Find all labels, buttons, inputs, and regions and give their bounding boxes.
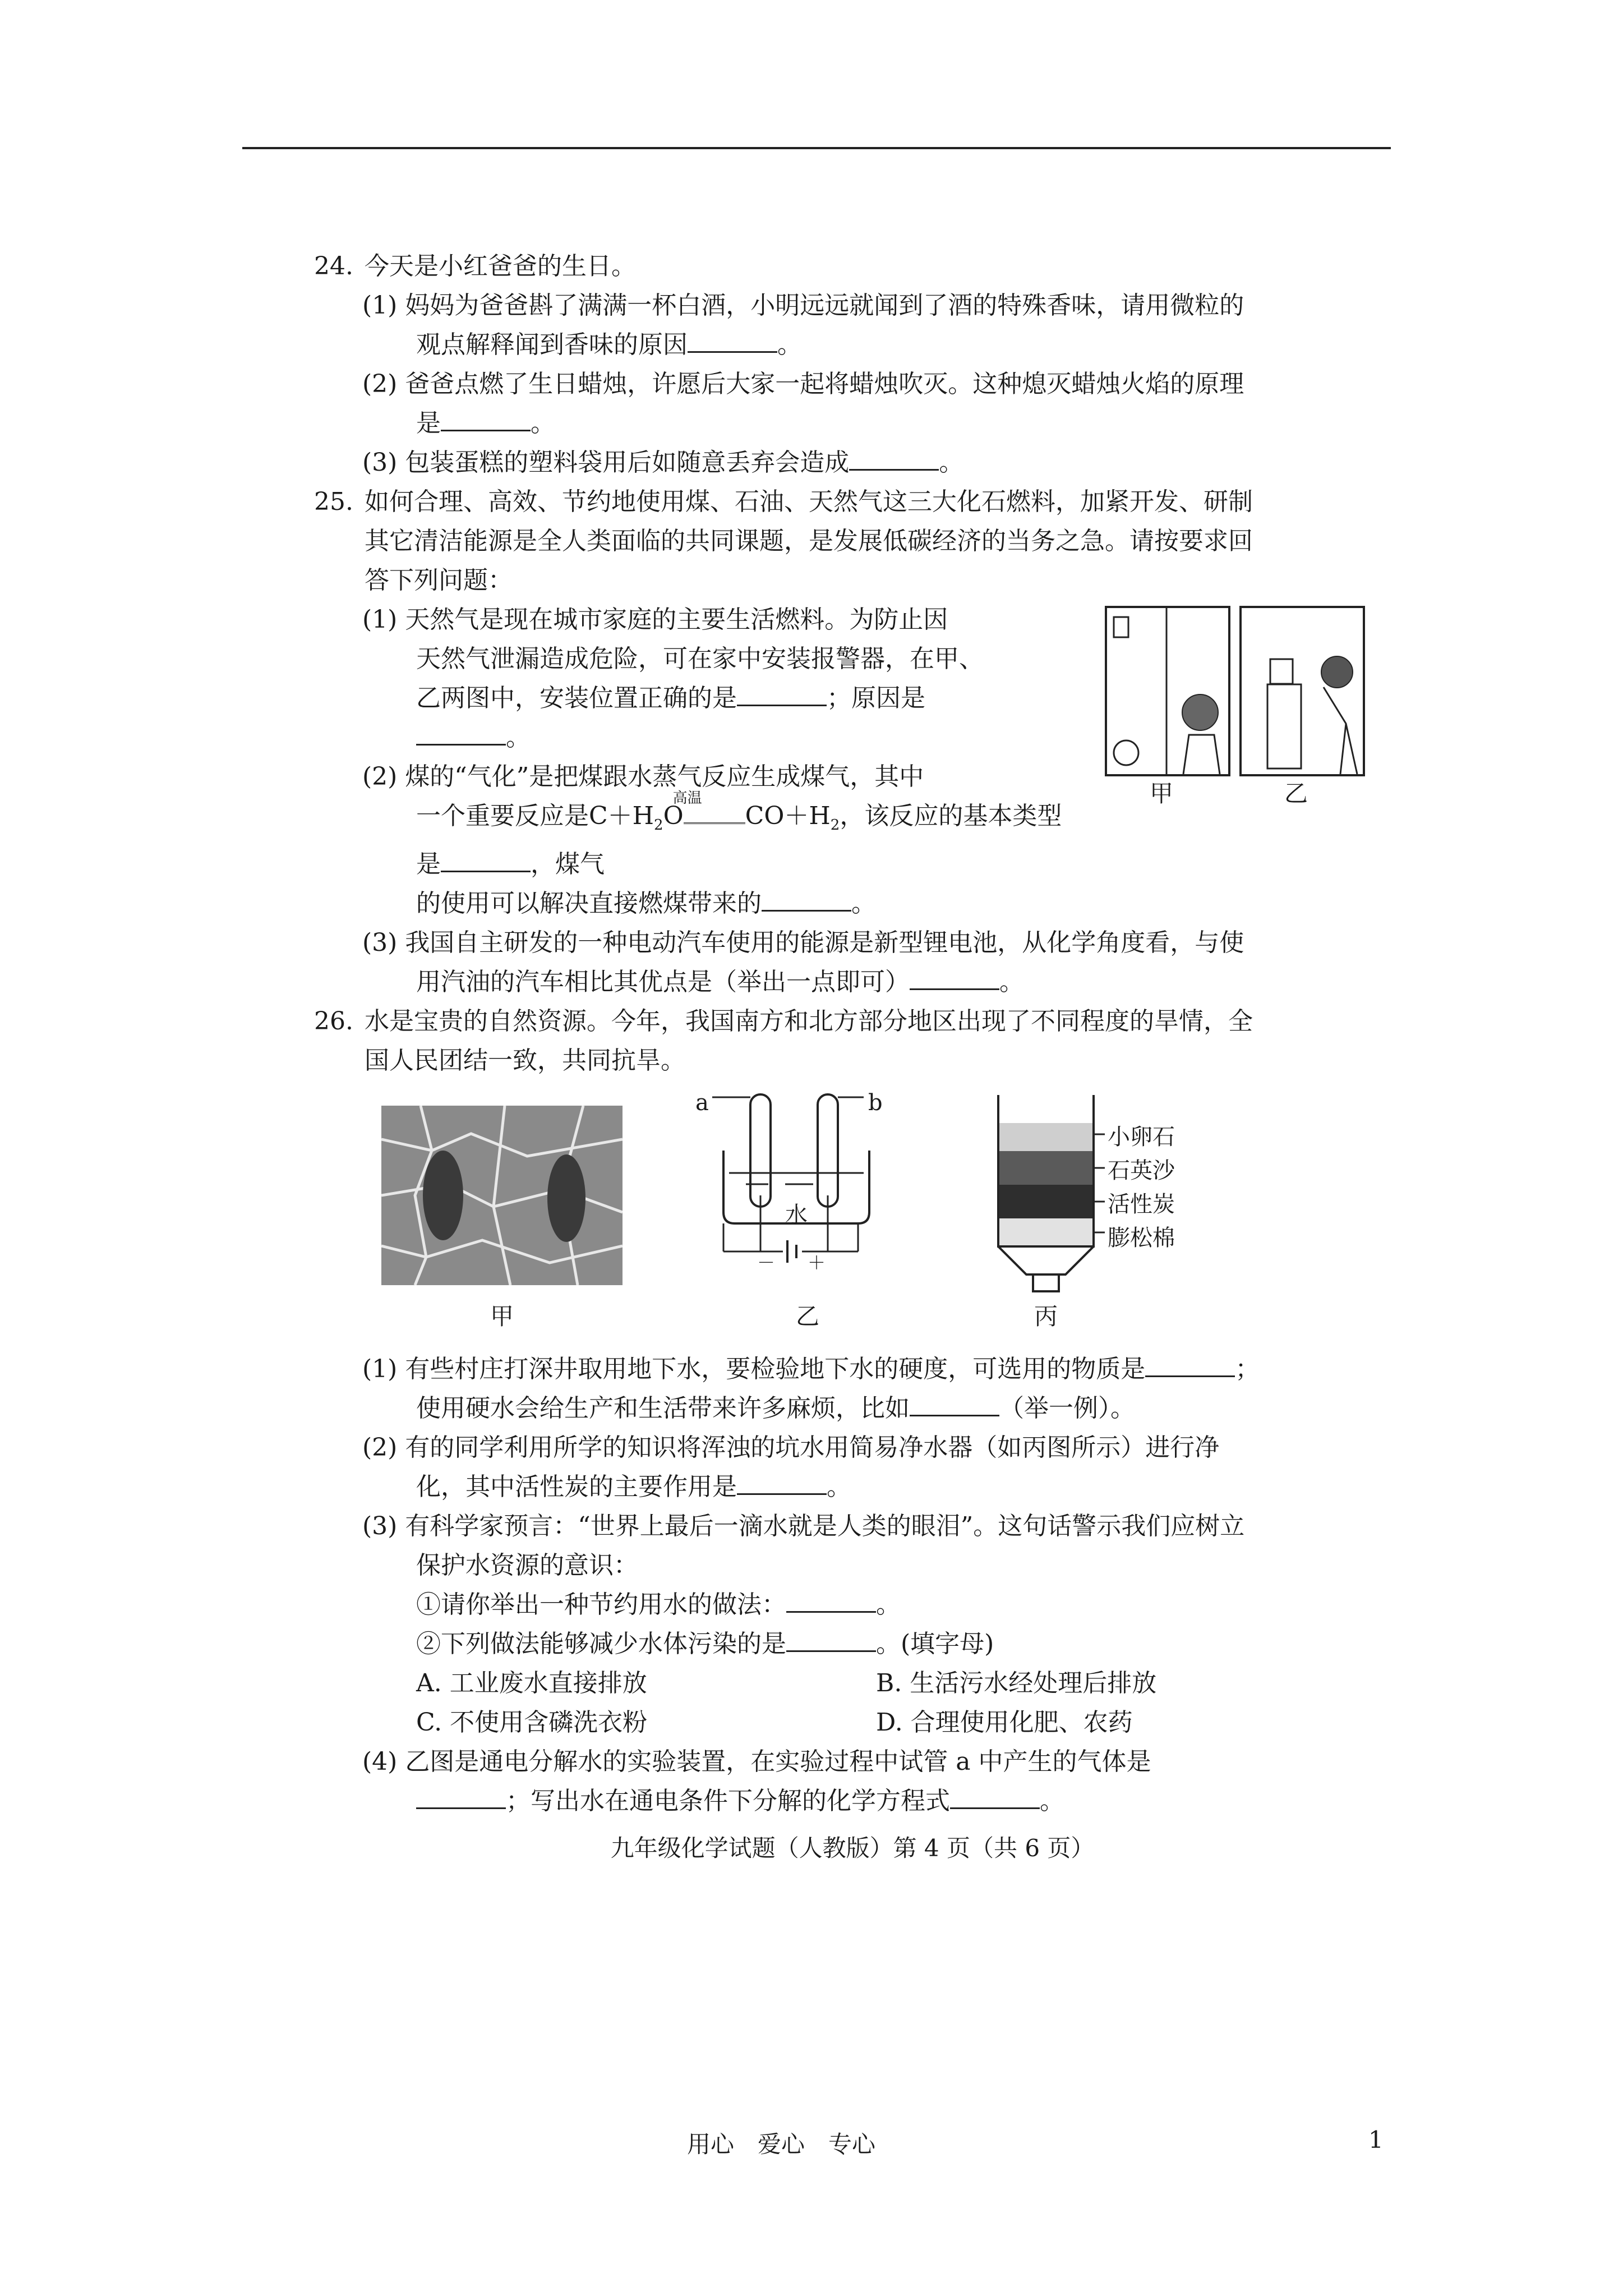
q24-stem: 24. 今天是小红爸爸的生日。 (314, 252, 636, 280)
answer-blank[interactable] (786, 1590, 876, 1613)
tube-b-label: b (868, 1089, 883, 1116)
tube-a-label: a (695, 1089, 709, 1116)
answer-blank[interactable] (416, 723, 506, 746)
filter-pebbles-label: 小卵石 (1108, 1124, 1175, 1150)
answer-blank[interactable] (441, 408, 531, 431)
gas-alarm-illustration (1099, 606, 1391, 813)
water-filter-device (987, 1089, 1105, 1297)
answer-blank[interactable] (416, 1786, 506, 1809)
fig-label-jia: 甲 (1150, 780, 1174, 807)
option-d[interactable]: D. 合理使用化肥、农药 (876, 1708, 1133, 1737)
q25-stem: 25. 如何合理、高效、节约地使用煤、石油、天然气这三大化石燃料，加紧开发、研制 其它清洁能源是全人类面临的共同课题，是发展低碳经济的当务之急。请按要求回 答下列问题： (314, 487, 1253, 595)
answer-blank[interactable] (762, 889, 851, 912)
filter-carbon-label: 活性炭 (1108, 1191, 1175, 1217)
filter-layer-labels (1108, 1120, 1175, 1255)
drought-photo (381, 1106, 623, 1285)
reaction-equation: $C+H_2O$ 高温 $CO+H_2$ (589, 790, 840, 834)
fig-caption-yi: 乙 (795, 1302, 819, 1330)
water-label: 水 (785, 1202, 808, 1228)
q26-part1: (1) 有些村庄打深井取用地下水，要检验地下水的硬度，可选用的物质是 ； 使用硬水会给生产和生活带来许多麻烦，比如 （举一例）。 (362, 1354, 1260, 1423)
fig-drought (381, 1106, 623, 1336)
q26-part4: (4) 乙图是通电分解水的实验装置，在实验过程中试管 a 中产生的气体是 ；写出水在通电条件下分解的化学方程式 。 (362, 1747, 1151, 1815)
q26-options (416, 1664, 1391, 1742)
plus-label: ＋ (808, 1251, 826, 1273)
page-footer: 九年级化学试题（人教版）第 4 页（共 6 页） (610, 1834, 1095, 1862)
q26-stem: 26. 水是宝贵的自然资源。今年，我国南方和北方部分地区出现了不同程度的旱情，全 国人民团结一致，共同抗旱。 (314, 1006, 1253, 1075)
q24-part3: (3) 包装蛋糕的塑料袋用后如随意丢弃会造成 。 (362, 448, 964, 477)
q25-part1: (1) 天然气是现在城市家庭的主要生活燃料。为防止因 天然气泄漏造成危险，可在家中安装报警器，在甲、 乙两图中，安装位置正确的是 ；原因是 。 (362, 605, 984, 752)
answer-blank[interactable] (910, 1393, 999, 1416)
minus-label: － (757, 1251, 776, 1273)
q25-part3: (3) 我国自主研发的一种电动汽车使用的能源是新型锂电池，从化学角度看，与使 用汽油的汽车相比其优点是（举出一点即可） 。 (362, 928, 1244, 996)
fig-caption-jia: 甲 (490, 1302, 514, 1330)
fig-caption-bing: 丙 (1034, 1302, 1058, 1330)
answer-blank[interactable] (441, 849, 531, 872)
answer-blank[interactable] (737, 1472, 827, 1495)
answer-blank[interactable] (737, 683, 827, 706)
q24-part2: (2) 爸爸点燃了生日蜡烛，许愿后大家一起将蜡烛吹灭。这种熄灭蜡烛火焰的原理 是 。 (362, 370, 1244, 438)
filter-sand-label: 石英沙 (1108, 1157, 1175, 1184)
answer-blank[interactable] (1145, 1354, 1235, 1377)
option-a[interactable]: A. 工业废水直接排放 (416, 1668, 647, 1697)
header-rule (242, 147, 1391, 149)
motto: 用心 爱心 专心 (687, 2131, 876, 2158)
q26-part3: (3) 有科学家预言：“世界上最后一滴水就是人类的眼泪”。这句话警示我们应树立 保护水资源的意识： ①请你举出一种节约用水的做法： 。 ②下列做法能够减少水体污染的是 。(填字母) (362, 1511, 1245, 1658)
answer-blank[interactable] (849, 448, 939, 471)
option-b[interactable]: B. 生活污水经处理后排放 (876, 1668, 1157, 1697)
fig-water-filter (987, 1089, 1256, 1336)
page-number: 1 (1368, 2126, 1384, 2154)
answer-blank[interactable] (786, 1629, 876, 1652)
q26-figures (314, 1089, 1391, 1336)
gas-alarm-figure (1099, 606, 1391, 813)
filter-cotton-label: 膨松棉 (1108, 1225, 1175, 1251)
q25-part2: (2) 煤的“气化”是把煤跟水蒸气反应生成煤气，其中 一个重要反应是$C+H_2O$ 高温 $CO+H_2$，该反应的基本类型是 ，煤气 的使用可以解决直接燃煤带来的 。 (362, 762, 1062, 918)
fig-label-yi: 乙 (1284, 780, 1308, 807)
q24-part1: (1) 妈妈为爸爸斟了满满一杯白酒，小明远远就闻到了酒的特殊香味，请用微粒的 观点解释闻到香味的原因 。 (362, 291, 1244, 359)
answer-blank[interactable] (910, 967, 999, 990)
q26-part2: (2) 有的同学利用所学的知识将浑浊的坑水用简易净水器（如丙图所示）进行净 化，其中活性炭的主要作用是 。 (362, 1433, 1220, 1501)
fig-electrolysis (690, 1083, 925, 1336)
option-c[interactable]: C. 不使用含磷洗衣粉 (416, 1708, 648, 1737)
answer-blank[interactable] (688, 330, 777, 353)
answer-blank[interactable] (950, 1786, 1040, 1809)
exam-content (314, 247, 1391, 1868)
